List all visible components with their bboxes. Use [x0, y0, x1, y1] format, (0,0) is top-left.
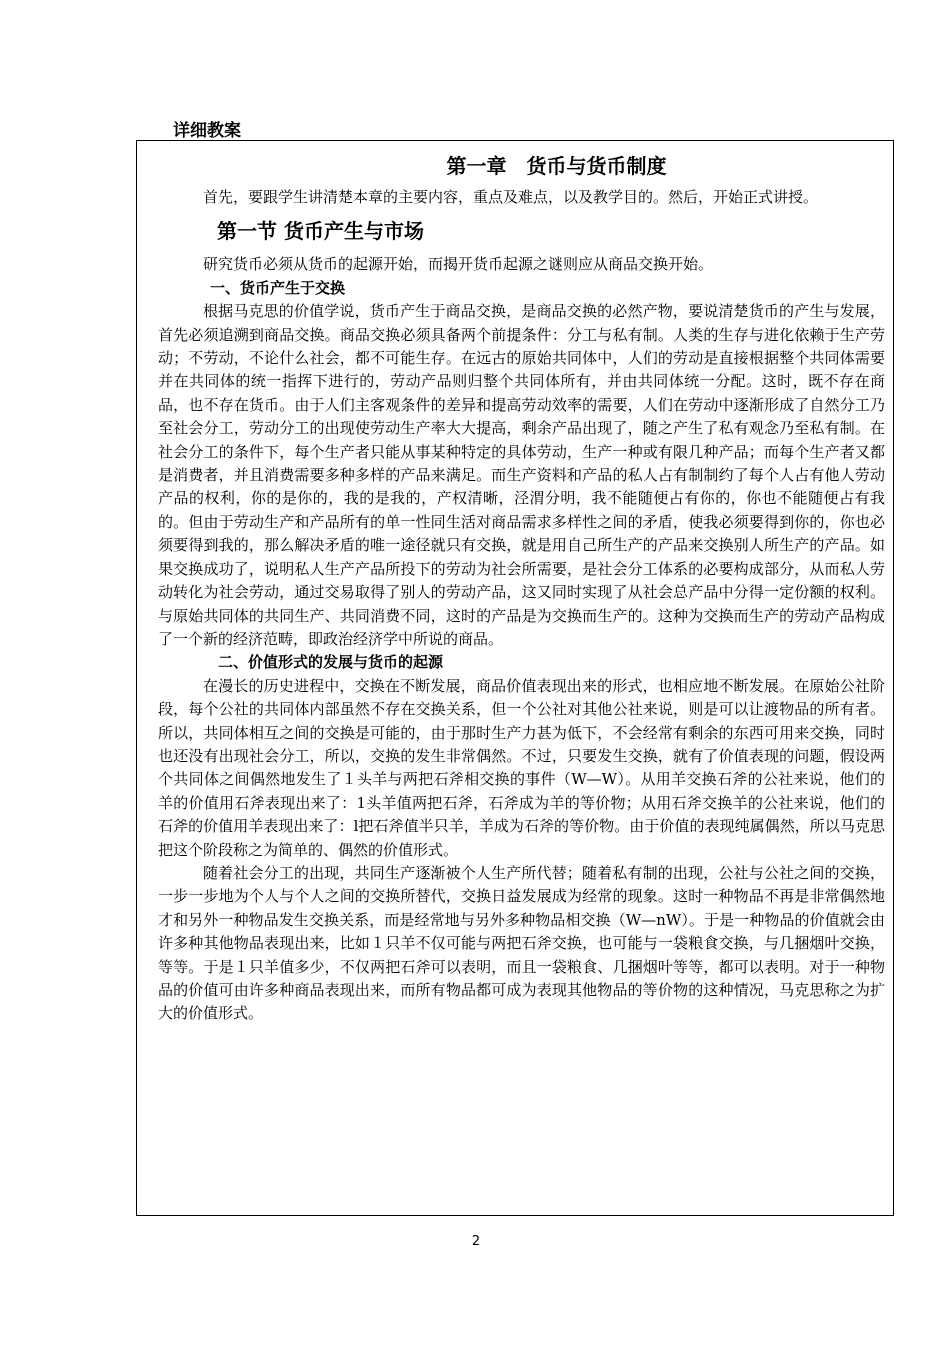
page-number: 2 [471, 1234, 481, 1249]
subsection-2-title: 二、价值形式的发展与货币的起源 [218, 653, 444, 672]
subsection-2-body-1: 在漫长的历史进程中，交换在不断发展，商品价值表现出来的形式，也相应地不断发展。在原始公社阶段，每个公社的共同体内部虽然不存在交换关系，但一个公社对其他公社来说，则是可以让渡物品的所有者。所以，共同体相互之间的交换是可能的，由于那时生产力甚为低下，不会经常有剩余的东西可用来交换，同时也还没有出现社会分工，所以，交换的发生非常偶然。不过，只要发生交换，就有了价值表现的问题，假设两个共同体之间偶然地发生了１头羊与两把石斧相交换的事件（W—W）。从用羊交换石斧的公社来说，他们的羊的价值用石斧表现出来了：1头羊值两把石斧，石斧成为羊的等价物；从用石斧交换羊的公社来说，他们的石斧的价值用羊表现出来了：l把石斧值半只羊，羊成为石斧的等价物。由于价值的表现纯属偶然，所以马克思把这个阶段称之为简单的、偶然的价值形式。 [158, 676, 885, 859]
section-title: 第一节 货币产生与市场 [217, 219, 424, 244]
subsection-2-body-2: 随着社会分工的出现，共同生产逐渐被个人生产所代替；随着私有制的出现，公社与公社之间的交换，一步一步地为个人与个人之间的交换所替代，交换日益发展成为经常的现象。这时一种物品不再是非常偶然地才和另外一种物品发生交换关系，而是经常地与另外多种物品相交换（W—nW）。于是一种物品的价值就会由许多种其他物品表现出来，比如１只羊不仅可能与两把石斧交换，也可能与一袋粮食交换，与几捆烟叶交换，等等。于是１只羊值多少，不仅两把石斧可以表明，而且一袋粮食、几捆烟叶等等，都可以表明。对于一种物品的价值可由许多种商品表现出来，而所有物品都可成为表现其他物品的等价物的这种情况，马克思称之为扩大的价值形式。 [158, 863, 885, 1023]
lesson-plan-frame [136, 140, 894, 1216]
page-label: 详细教案 [173, 121, 241, 141]
subsection-1-title: 一、货币产生于交换 [210, 278, 346, 297]
chapter-title: 第一章 货币与货币制度 [446, 154, 667, 178]
section-intro-paragraph: 研究货币必须从货币的起源开始，而揭开货币起源之谜则应从商品交换开始。 [203, 255, 714, 274]
subsection-1-body: 根据马克思的价值学说，货币产生于商品交换，是商品交换的必然产物，要说清楚货币的产生与发展，首先必须追溯到商品交换。商品交换必须具备两个前提条件：分工与私有制。人类的生存与进化依赖于生产劳动；不劳动，不论什么社会，都不可能生存。在远古的原始共同体中，人们的劳动是直接根据整个共同体需要并在共同体的统一指挥下进行的，劳动产品则归整个共同体所有，并由共同体统一分配。这时，既不存在商品，也不存在货币。由于人们主客观条件的差异和提高劳动效率的需要，人们在劳动中逐渐形成了自然分工乃至社会分工，劳动分工的出现使劳动生产率大大提高，剩余产品出现了，随之产生了私有观念乃至私有制。在社会分工的条件下，每个生产者只能从事某种特定的具体劳动，生产一种或有限几种产品；而每个生产者又都是消费者，并且消费需要多种多样的产品来满足。而生产资料和产品的私人占有制制约了每个人占有他人劳动产品的权利，你的是你的，我的是我的，产权清晰，泾渭分明，我不能随便占有你的，你也不能随便占有我的。但由于劳动生产和产品所有的单一性同生活对商品需求多样性之间的矛盾，使我必须要得到你的，你也必须要得到我的，那么解决矛盾的唯一途径就只有交换，就是用自己所生产的产品来交换别人所生产的产品。如果交换成功了，说明私人生产产品所投下的劳动为社会所需要，是社会分工体系的必要构成部分，从而私人劳动转化为社会劳动，通过交易取得了别人的劳动产品，这又同时实现了从社会总产品中分得一定份额的权利。与原始共同体的共同生产、共同消费不同，这时的产品是为交换而生产的。这种为交换而生产的劳动产品构成了一个新的经济范畴，即政治经济学中所说的商品。 [158, 302, 885, 648]
intro-paragraph: 首先，要跟学生讲清楚本章的主要内容，重点及难点，以及教学目的。然后，开始正式讲授。 [203, 188, 819, 206]
